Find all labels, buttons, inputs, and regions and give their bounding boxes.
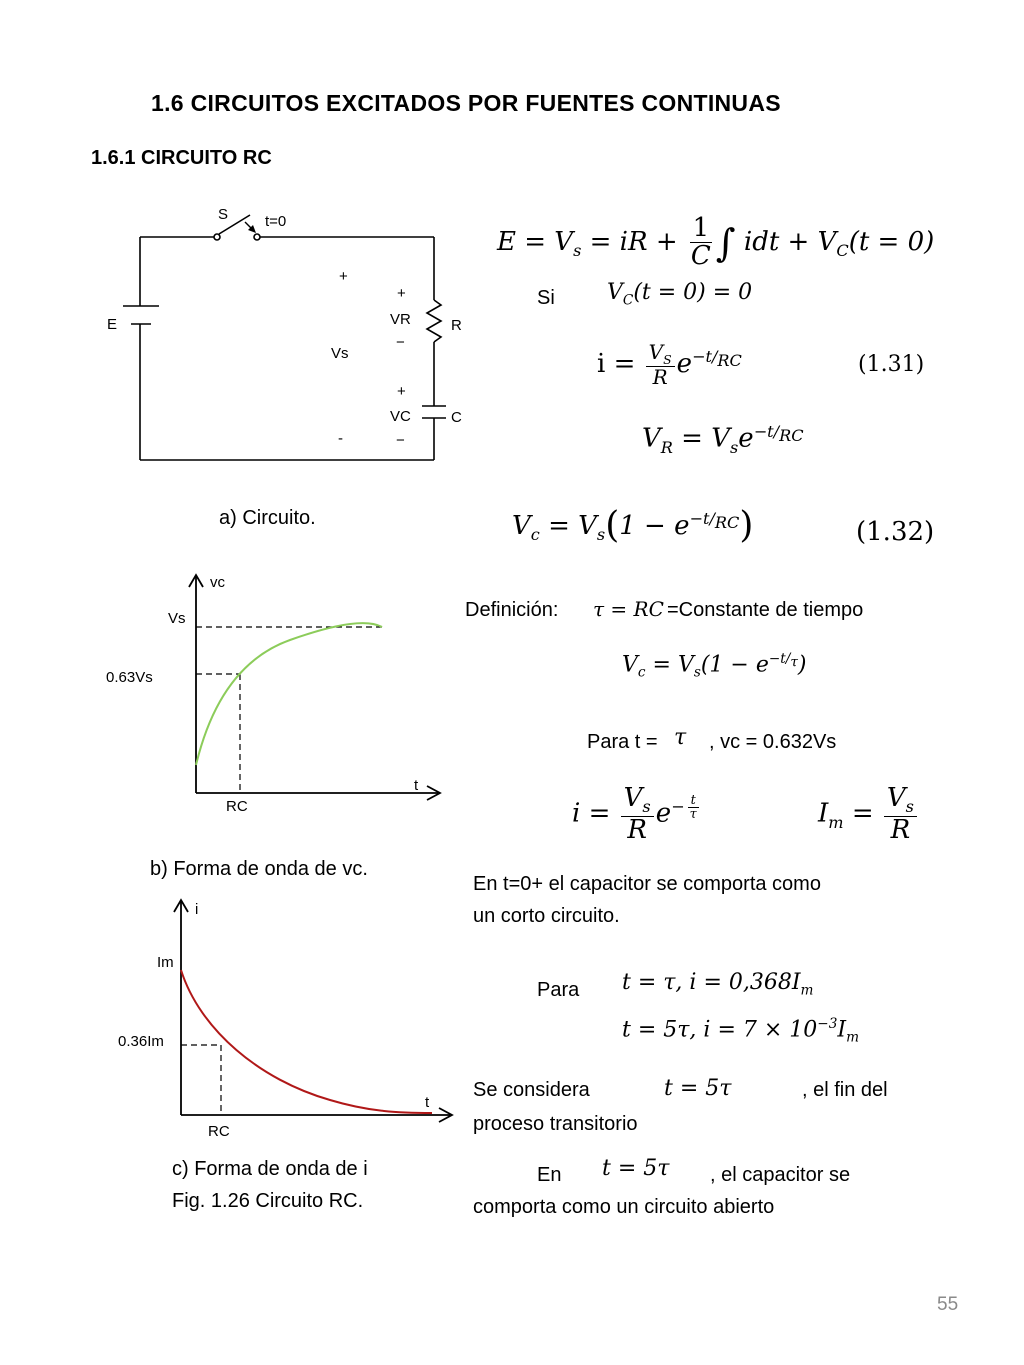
vc-label: VC bbox=[390, 408, 411, 425]
capacitor-se-label: , el capacitor se bbox=[710, 1164, 851, 1186]
vr-minus-label: − bbox=[396, 334, 405, 351]
capacitor-label: C bbox=[451, 409, 462, 426]
tau-current-equation: t = τ, $i = 0,368I_m$ bbox=[622, 970, 814, 999]
caption-circuit: a) Circuito. bbox=[219, 507, 316, 529]
switch-time-label: t=0 bbox=[265, 213, 287, 230]
i-t-label: t bbox=[425, 1094, 430, 1111]
i-axis-label: i bbox=[195, 901, 199, 918]
vs-label: Vs bbox=[331, 345, 349, 362]
i-rc-label: RC bbox=[208, 1123, 230, 1140]
eq-number-132: (1.32) bbox=[856, 517, 935, 547]
vc-vs-label: Vs bbox=[168, 610, 186, 627]
si-label: Si bbox=[537, 287, 555, 309]
corto-text-line1: En t=0+ el capacitor se comporta como bbox=[473, 873, 821, 895]
caption-vc: b) Forma de onda de vc. bbox=[150, 858, 368, 880]
vc-063-label: 0.63Vs bbox=[106, 669, 153, 686]
se-considera-label: Se considera bbox=[473, 1079, 590, 1101]
five-tau-current-equation: t = 5τ, $i = 7 \times 10^{-3}I_m$ bbox=[622, 1016, 860, 1046]
vr-equation: $V_R = V_se^{-t/_{RC}}$ bbox=[642, 422, 804, 457]
source-label: E bbox=[107, 316, 118, 333]
page-number: 55 bbox=[937, 1294, 959, 1315]
corto-text-line2: un corto circuito. bbox=[473, 905, 620, 927]
vc-t-label: t bbox=[414, 777, 419, 794]
switch-label: S bbox=[218, 206, 229, 223]
constante-label: =Constante de tiempo bbox=[667, 599, 864, 621]
vc-tau-equation: $V_c = V_s(1 - e^{-t/_\tau})$ bbox=[622, 651, 807, 681]
vs-minus-label: - bbox=[338, 430, 343, 447]
en-label: En bbox=[537, 1164, 562, 1186]
el-fin-label: , el fin del bbox=[802, 1079, 888, 1101]
current-equation: i = $\frac{V_S}{R}$ $e^{-t/_{RC}}$ bbox=[597, 340, 742, 390]
page-title: 1.6 CIRCUITOS EXCITADOS POR FUENTES CONTINUAS bbox=[151, 90, 781, 116]
resistor-label: R bbox=[451, 317, 462, 334]
figure-caption: Fig. 1.26 Circuito RC. bbox=[172, 1190, 364, 1212]
i-tau-equation: i = $\frac{V_s}{R}$ $e^{- \frac{t}{\tau}}$ bbox=[572, 785, 702, 844]
tau-symbol: τ bbox=[674, 725, 687, 750]
five-tau-inline-2: t = 5τ bbox=[602, 1156, 670, 1181]
vc-value-label: , vc = 0.632Vs bbox=[709, 731, 837, 753]
vc-waveform-graph bbox=[100, 565, 450, 820]
vc-axis-label: vc bbox=[210, 574, 225, 591]
para-t-label: Para t = bbox=[587, 731, 658, 753]
vc-rc-label: RC bbox=[226, 798, 248, 815]
vc-plus-label: + bbox=[397, 383, 406, 400]
tau-definition: τ = RC bbox=[593, 597, 664, 621]
definicion-label: Definición: bbox=[465, 599, 559, 621]
initial-condition-equation: $V_C(t = 0) = 0$ bbox=[607, 280, 753, 309]
i-waveform-graph bbox=[100, 890, 460, 1145]
vc-curve bbox=[196, 623, 382, 765]
vr-label: VR bbox=[390, 311, 411, 328]
section-title: 1.6.1 CIRCUITO RC bbox=[91, 147, 272, 169]
proceso-label: proceso transitorio bbox=[473, 1113, 638, 1135]
rc-circuit-diagram bbox=[95, 195, 495, 475]
caption-i: c) Forma de onda de i bbox=[172, 1158, 368, 1180]
para-label: Para bbox=[537, 979, 580, 1001]
vc-minus-label: − bbox=[396, 432, 405, 449]
kvl-equation: $E = V_s$ = iR + $\frac{1}{C}$ ∫ idt + $V_C(t = 0)$ bbox=[497, 213, 935, 272]
im-equation: $I_m$ = $\frac{V_s}{R}$ bbox=[818, 785, 919, 844]
i-im-label: Im bbox=[157, 954, 174, 971]
vr-plus-label: + bbox=[397, 285, 406, 302]
comporta-label: comporta como un circuito abierto bbox=[473, 1196, 775, 1218]
five-tau-inline-1: t = 5τ bbox=[664, 1076, 732, 1101]
vs-plus-label: + bbox=[339, 268, 348, 285]
i-curve bbox=[181, 970, 432, 1113]
i-036-label: 0.36Im bbox=[118, 1033, 164, 1050]
vc-equation: $V_c = V_s(1 - e^{-t/_{RC}})$ bbox=[512, 505, 754, 546]
eq-number-131: (1.31) bbox=[858, 352, 925, 377]
